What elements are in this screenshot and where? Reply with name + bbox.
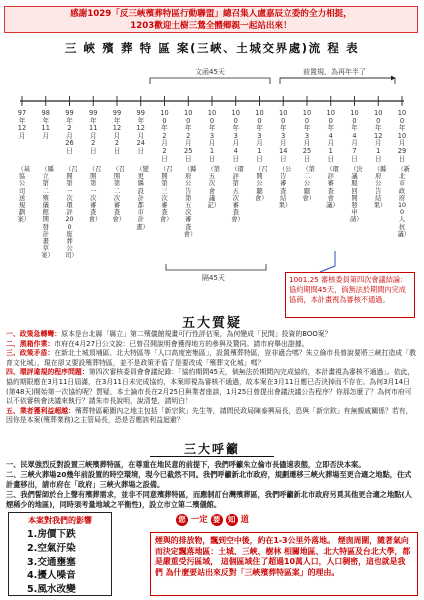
doubt-item: 三、政策矛盾：在新北土城頂埔區、北大特區等「人口高度密集區」，設置殯葬特區，豈非適合嗎？朱立倫市長曾說要將三峽打造成「教育文化城」，現在卻又要設殯葬特區，並不是政策矛盾了是要改成「殯葬文化城」嗎？ — [6, 349, 416, 367]
timeline-event: （召開第二次審查會） — [112, 166, 126, 224]
timeline — [0, 56, 424, 306]
impact-item: 1.房價下跌 — [27, 529, 76, 540]
timeline-event: （縣府公告結果） — [373, 166, 387, 210]
title-underline — [150, 456, 274, 457]
timeline-event: （變更縣設計都市計畫） — [136, 166, 149, 231]
five-doubts-list — [6, 330, 418, 426]
three-appeals-list — [6, 460, 418, 510]
timeline-event: （環評第五次審查會） — [231, 166, 244, 224]
impact-item: 4.擾人噪音 — [27, 570, 76, 582]
appeal-item: 二、三峽火葬場20幾年前設置的時空環境，現今已截然不同。我們呼籲新北市政府，規劃遷移三峽火葬場至更合適之地點，住式計畫移出，請市府在「政府」三峽火葬場之設備。 — [6, 470, 412, 489]
timeline-date: 100年10月29日 — [397, 109, 407, 163]
appeal-item: 一、民眾強烈反對設置三峽殯葬特區，在尊重在地民意的前提下，我們呼籲朱立倫市長儘速表態，立即否決本案。 — [6, 460, 366, 469]
timeline-date: 99年12月24日 — [136, 109, 145, 155]
note-box-text: 1001.25 審核委員第四次會議結論： 協約期間45天，倘無法於期間內完成協商，本計畫視為審核不通過。 — [289, 275, 408, 304]
five-doubts-title: 五大質疑 — [181, 316, 242, 331]
timeline-event: （基協公司送規劃案） — [17, 166, 31, 224]
timeline-date: 100年3月14日 — [279, 109, 288, 163]
must-know-word: 道 — [240, 514, 249, 524]
doubt-item: 一、政策急轉彎：原本是台北縣「縣立」第二殯儀館規畫可行性評估案，為何變成「民間」投資的BOO案？ — [6, 330, 332, 338]
timeline-event: （縣府公告第五次審查會） — [183, 166, 197, 238]
must-know-box — [150, 532, 418, 596]
impacts-title: 本案對我們的影響 — [28, 516, 92, 525]
banner-line-2: 1203歡迎土樹三鶯全體鄉親一起站出來！ — [130, 21, 292, 31]
timeline-date: 100年4月1日 — [326, 109, 335, 163]
timeline-label-bottom: 隔45天 — [202, 274, 225, 282]
impacts-box — [8, 512, 112, 596]
timeline-event: （第五次會議記） — [207, 166, 221, 210]
timeline-label-left: 文函45天 — [195, 68, 225, 76]
timeline-date: 100年3月25日 — [302, 109, 312, 163]
timeline-event: （召開第三次審查會） — [160, 166, 173, 224]
appeal-item: 三、我們誓師於台上聲有殯葬需求，並非不同意殯葬特區，而應制訂台灣殯葬區，我們呼籲新北市政府另覓其他更合適之地點(人煙稀少的地區)，同時須考量地域之平衡性)，設立市立第二殯儀館。 — [6, 490, 412, 509]
banner-line-1: 感謝1029「反三峽殯葬特區行動聯盟」總召集人盧嘉辰立委的全力相挺， — [70, 9, 352, 19]
timeline-event: （決議駁回開發申請） — [350, 166, 363, 224]
timeline-date: 99年12月2日 — [112, 109, 122, 155]
impact-item: 3.交通壅塞 — [27, 556, 76, 568]
timeline-event: （第二公聽會） — [302, 166, 316, 202]
must-know-circle: 知 — [226, 514, 238, 526]
must-know-word: 一定 — [190, 514, 208, 524]
impacts-list — [9, 528, 111, 597]
timeline-date: 100年3月4日 — [231, 109, 240, 163]
timeline-date: 100年2月25日 — [184, 109, 193, 163]
thanks-banner — [4, 6, 418, 33]
timeline-date: 98年11月 — [41, 109, 50, 140]
timeline-date: 100年3月1日 — [207, 109, 217, 163]
timeline-event: （召開第一次審查會） — [88, 166, 102, 224]
timeline-event: （召開公聽會） — [255, 166, 268, 202]
impact-item: 2.空氣汙染 — [27, 542, 76, 554]
must-know-header — [176, 513, 249, 526]
doubt-item: 四、環評違規的程序問題：第四次審核委員會會議紀錄：「協約期間45天，倘無法於期間內完成協約，本計畫視為審核不通過」。依此，協約期限應在3月11日屆滿，在3月11日未完成協約，本案即視為審核不通過，故本案在3月11日應已否決掉而不存在。為何3月14日(第48天)開始第一次協約呢？質疑，本土論市長在2月25日與業者座談，1月25日曾提出會議決議公告程序？你那怎麼了？為何市府可以不依審核會決議來執行？請朱市長說明，說清楚，請明白！ — [6, 368, 415, 406]
timeline-date: 100年12月1日 — [374, 109, 383, 163]
timeline-date: 99年2月26日 — [65, 109, 74, 155]
timeline-date: 100年4月7日 — [350, 109, 359, 163]
must-know-circle: 您 — [176, 514, 188, 526]
timeline-label-right: 前置規、為再年半了 — [303, 68, 366, 76]
timeline-date: 99年11月2日 — [89, 109, 98, 155]
timeline-date: 100年3月1日 — [255, 109, 264, 163]
timeline-event: （環評審查會議） — [326, 166, 339, 210]
timeline-event: （新北市政府100人抗議） — [397, 166, 411, 238]
timeline-event: （召開第一次環評200座葬公司） — [65, 166, 78, 260]
must-know-text: 煙與的排放物，飄到空中後，約在1-3公里外落地。 煙囪周圍，隨著氣向而決定飄落地區：土城、三峽、樹林 相關地區、北大特區及台北大學，都是嚴重受污區域， 這個區域住了超過10萬人口，人口稠密，這也就是我們 為什麼要站出來反對「三峽殯葬特區案」的理由。 — [155, 536, 411, 577]
timeline-event: （公告審查結果） — [278, 166, 292, 210]
doubt-item: 五、業者獲利益超越：殯葬特區範圍內之地主包括「新宗欽」先生等，請問民政局陳泰興局長，恐與「新宗欽」有無親戚關係？若有，因你是本案(殯葬業務)之主管局長，恐是否應該利益迴避？ — [6, 406, 413, 425]
doubt-item: 二、黑箱作業：市府在4月27日公文說：已曾召開說明會獲得地方的參與及贊同。請市府舉出證據。 — [6, 339, 309, 348]
page-title: 三 峽 殯 葬 特 區 案(三峽、土城交界處)流 程 表 — [64, 41, 360, 55]
three-appeals-title: 三大呼籲 — [183, 442, 240, 456]
must-know-circle: 要 — [211, 514, 223, 526]
timeline-date: 97年12月 — [17, 109, 27, 140]
timeline-date: 100年2月2日 — [160, 109, 169, 163]
impact-item: 5.風水改變 — [27, 584, 76, 596]
timeline-event: （縣立第二殯儀館開發計畫草案） — [41, 166, 54, 260]
